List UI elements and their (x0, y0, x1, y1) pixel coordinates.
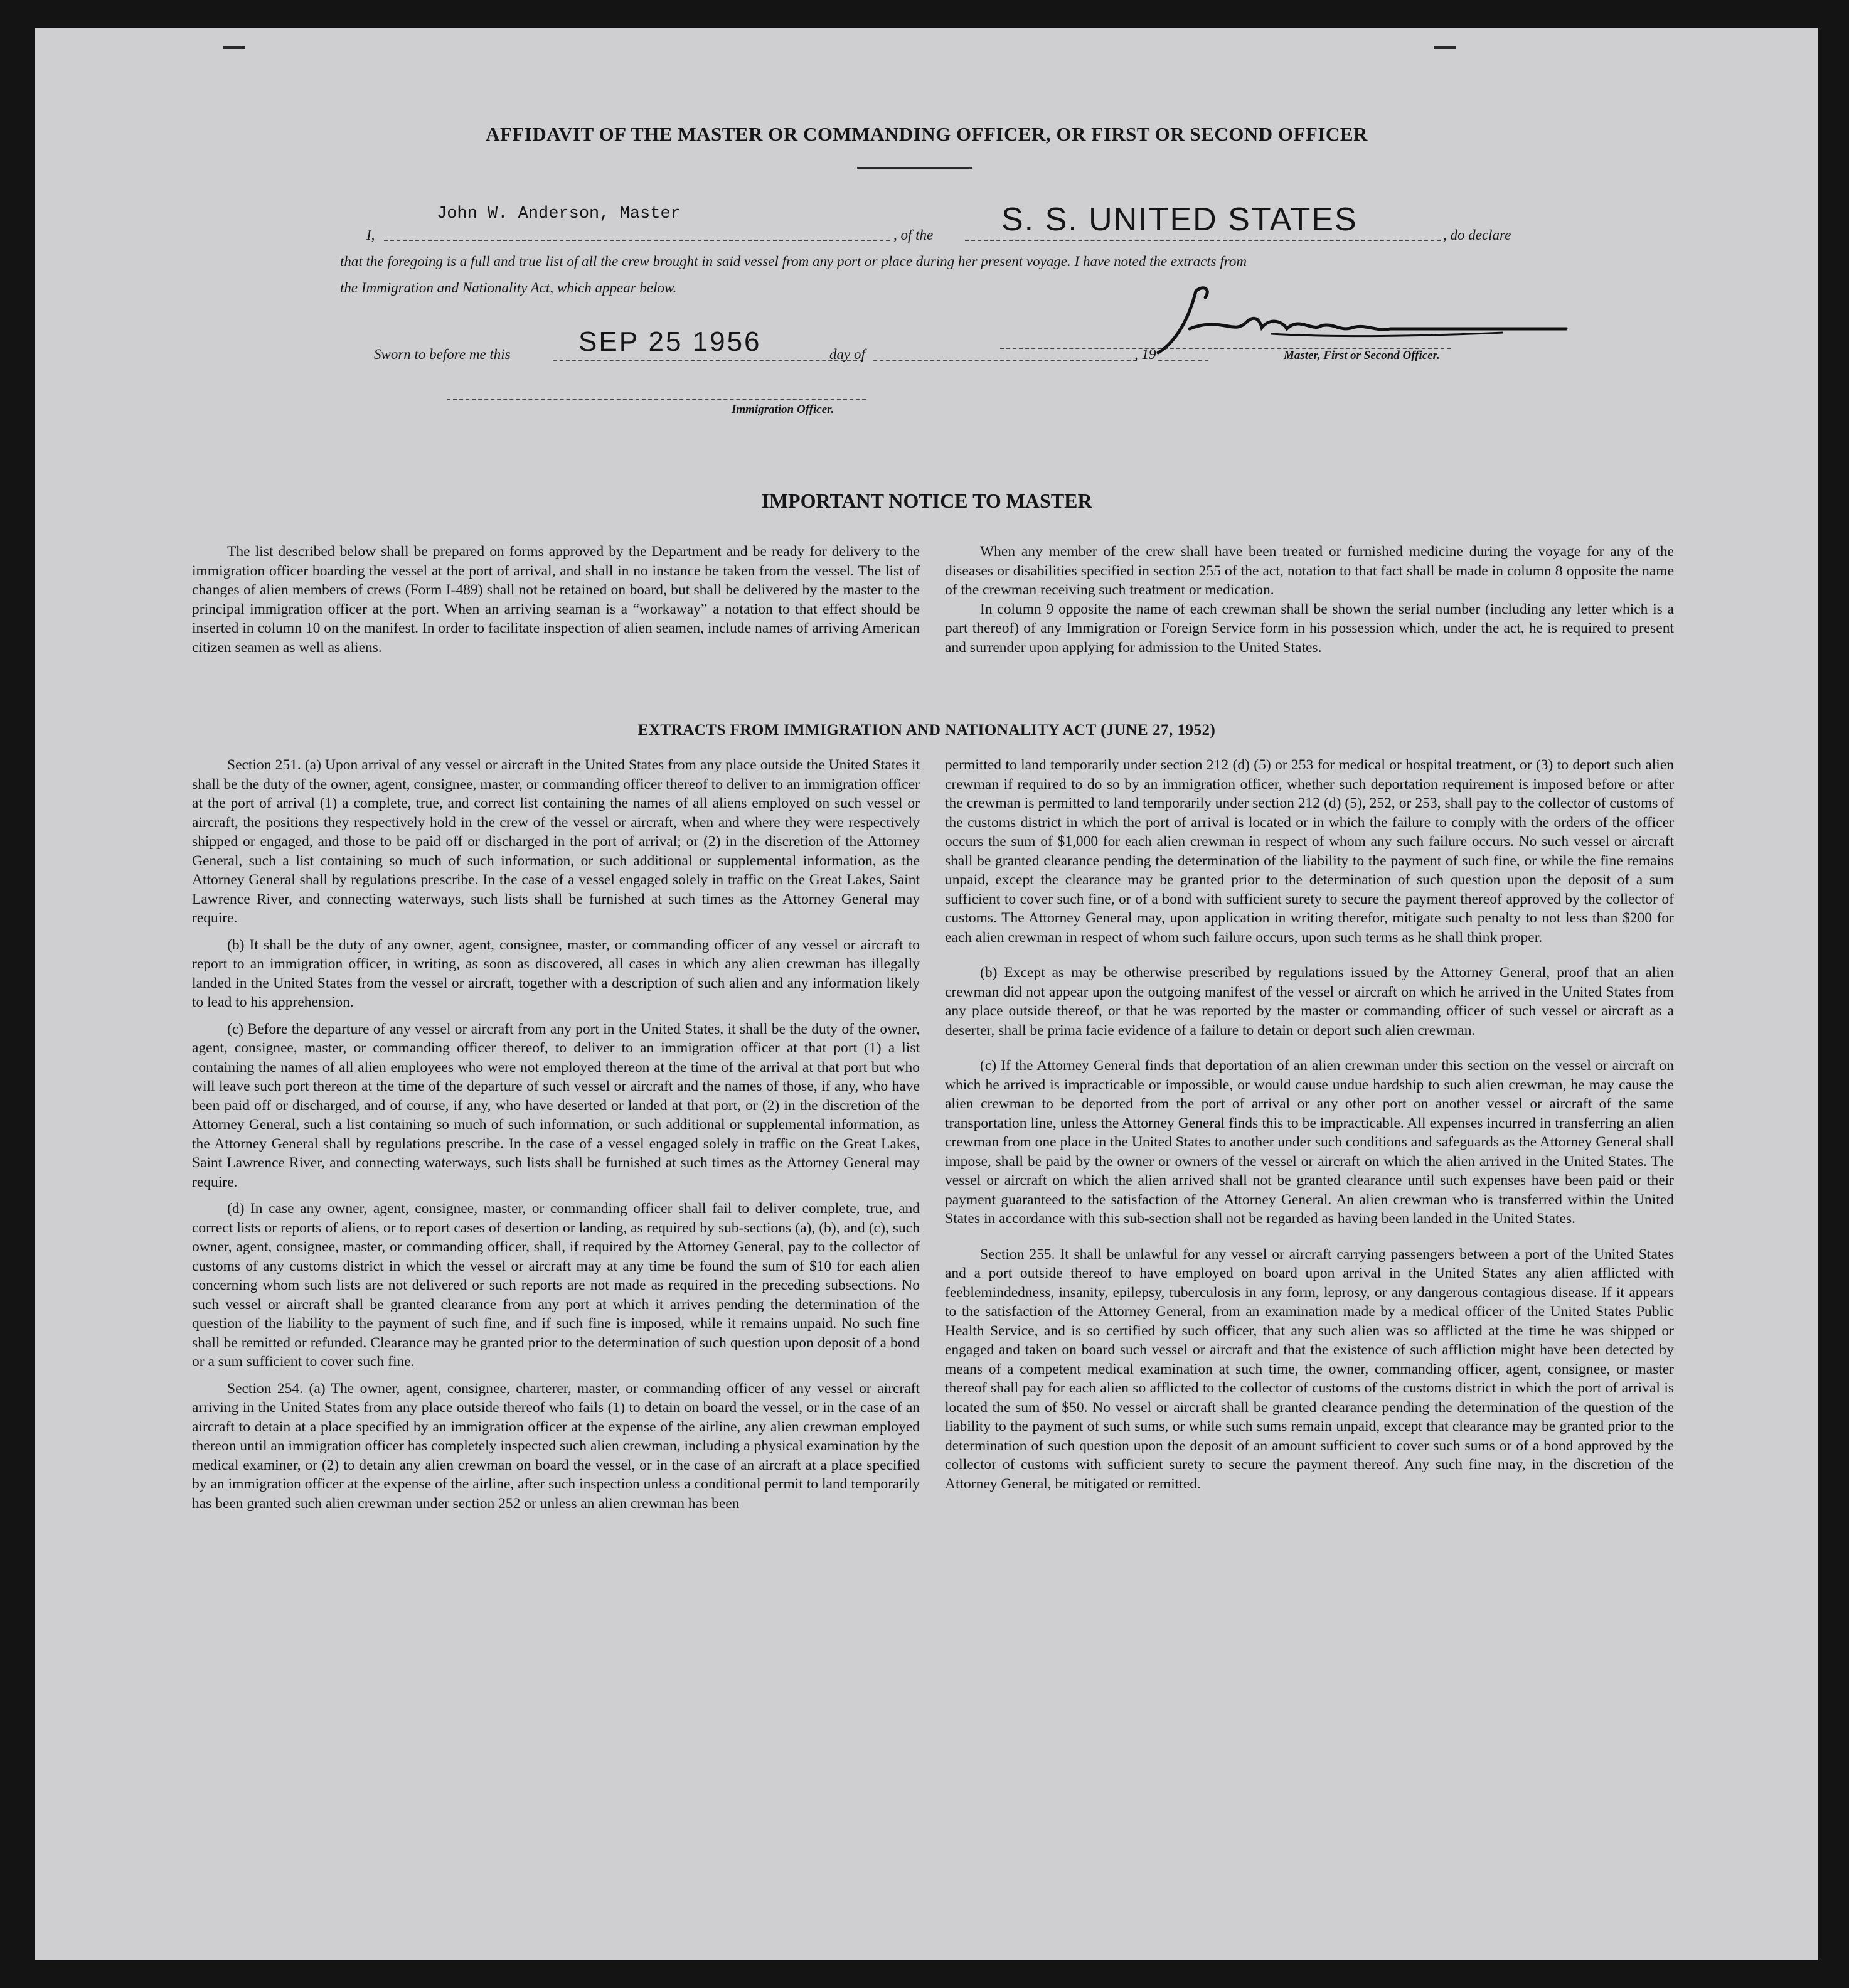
section-254-c: (c) If the Attorney General finds that deportation of an alien crewman under this section on the vessel or aircraft on which he arrived is impracticable or impossible, or would cause undue hardship to such alien crewman, he may cause the alien crewman to be deported from the port of arrival or any other port on another vessel or aircraft of the same transportation line, unless the Attorney General finds this to be impracticable. All expenses incurred in transferring an alien crewman from one place in the United States to another under such conditions and safeguards as the Attorney General shall impose, shall be paid by the owner or owners of the vessel or aircraft on which the alien arrived in the United States. The vessel or aircraft on which the alien arrived shall not be granted clearance until such expenses have been paid or their payment guaranteed to the satisfaction of the Attorney General. An alien crewman who is transferred within the United States in accordance with this sub-section shall not be regarded as having been landed in the United States. (945, 1057, 1674, 1227)
section-251-b: (b) It shall be the duty of any owner, agent, consignee, master, or commanding officer of any vessel or aircraft to report to an immigration officer, in writing, as soon as discovered, all cases in which any alien crewman has illegally landed in the United States from the vessel or aircraft, together with a description of such alien and any information likely to lead to his apprehension. (192, 936, 920, 1010)
corner-mark-left (223, 46, 245, 49)
extracts-right-column (945, 756, 1674, 1501)
sworn-date-line (553, 360, 863, 361)
declaration-line-2: the Immigration and Nationality Act, which appear below. (340, 280, 677, 296)
year-prefix: , 19 (1134, 346, 1156, 362)
extracts-title: EXTRACTS FROM IMMIGRATION AND NATIONALITY ACT (JUNE 27, 1952) (637, 722, 1216, 739)
signer-title: Master, First or Second Officer. (1284, 349, 1440, 362)
master-name: John W. Anderson, Master (437, 205, 681, 223)
section-251-c: (c) Before the departure of any vessel or aircraft from any port in the United States, it shall be the duty of the owner, agent, consignee, master, or commanding officer thereof, to deliver to an immigration officer at that port (1) a list containing the names of all alien employees who were not employed thereon at the time of the arrival at that port but who will leave such port thereon at the time of the departure of such vessel or aircraft and the names of those, if any, who have been paid off or discharged, and of course, if any, who have deserted or landed at that port, or (2) in the discretion of the Attorney General, such a list containing so much of such information, or such additional or supplemental information, as the Attorney General shall by regulations prescribe. In the case of a vessel engaged solely in traffic on the Great Lakes, Saint Lawrence River, and connecting waterways, such lists shall be furnished at such times as the Attorney General may require. (192, 1020, 920, 1190)
i-label: I, (366, 227, 375, 243)
notice-left-column (192, 542, 920, 665)
section-254-a-cont: permitted to land temporarily under section 212 (d) (5) or 253 for medical or hospital treatment, or (3) to deport such alien crewman if required to do so by an immigration officer, whether such deportation requirement is imposed before or after the crewman is permitted to land temporarily under section 212 (d) (5), 252, or 253, shall pay to the collector of customs of the customs district in which the port of arrival is located or in which the failure to comply with the orders of the officer occurs the sum of $1,000 for each alien crewman in respect of whom any such failure occurs. No such vessel or aircraft shall be granted clearance pending the determination of the liability to the payment of such fine, or while the fine remains unpaid, except the clearance may be granted prior to the determination of such question upon the deposit of a sum sufficient to cover such fine, or of a bond with sufficient surety to secure the payment thereof approved by the collector of customs. The Attorney General may, upon application in writing therefor, mitigate such penalty to not less than $200 for each alien crewman in respect of whom such failure occurs, upon such terms as he shall think proper. (945, 757, 1674, 946)
officer-label: Immigration Officer. (732, 403, 834, 416)
extracts-left-column (192, 756, 920, 1520)
of-the-label: , of the (893, 227, 934, 243)
document-page (35, 28, 1818, 1960)
notice-right-text-1: When any member of the crew shall have been treated or furnished medicine during the voyage for any of the diseases or disabilities specified in section 255 of the act, notation to that fact shall be made in column 8 opposite the name of the crewman receiving such treatment or medication. (945, 543, 1674, 598)
do-declare-label: , do declare (1443, 227, 1511, 243)
notice-title: IMPORTANT NOTICE TO MASTER (761, 489, 1092, 512)
vessel-line (965, 240, 1441, 241)
declaration-line-1: that the foregoing is a full and true list of all the crew brought in said vessel from any port or place during her present voyage. I have noted the extracts from (340, 254, 1247, 269)
section-255: Section 255. It shall be unlawful for any vessel or aircraft carrying passengers between a port of the United States and a port outside thereof to have employed on board upon arrival in the United States any alien afflicted with feeblemindedness, insanity, epilepsy, tuberculosis in any form, leprosy, or any dangerous contagious disease. If it appears to the satisfaction of the Attorney General, from an examination made by a medical officer of the United States Public Health Service, and is so certified by such officer, that any such alien was so afflicted at the time he was shipped or engaged and taken on board such vessel or aircraft and that the existence of such affliction might have been detected by means of a competent medical examination at such time, the owner, commanding officer, agent, consignee, or master thereof shall pay for each alien so afflicted to the collector of customs of the customs district in which the port of arrival is located the sum of $50. No vessel or aircraft shall be granted clearance pending the determination of the question of the liability to the payment of such sums, or while such sums remain unpaid, except that clearance may be granted prior to the determination of such question upon the deposit of an amount sufficient to cover such sums or of a bond approved by the collector of customs with sufficient surety to secure the payment thereof. Any such fine may, in the discretion of the Attorney General, be mitigated or remitted. (945, 1246, 1674, 1492)
notice-right-text-2: In column 9 opposite the name of each crewman shall be shown the serial number (including any letter which is a part thereof) of any Immigration or Foreign Service form in his possession which, under the act, he is required to present and surrender upon applying for admission to the United States. (945, 601, 1674, 656)
notice-right-column (945, 542, 1674, 665)
sworn-label: Sworn to before me this (374, 346, 511, 362)
section-254-b: (b) Except as may be otherwise prescribed by regulations issued by the Attorney General, proof that an alien crewman did not appear upon the outgoing manifest of the vessel or aircraft on which he arrived in the United States from any place outside thereof, or that he was reported by the master or commanding officer of such vessel or aircraft as a deserter, shall be prima facie evidence of a failure to detain or deport such alien crewman. (945, 965, 1674, 1039)
section-251-d: (d) In case any owner, agent, consignee, master, or commanding officer shall fail to deliver complete, true, and correct lists or reports of aliens, or to report cases of desertion or landing, as required by sub-sections (a), (b), and (c), such owner, agent, consignee, master, or commanding officer, shall, if required by the Attorney General, pay to the collector of customs of any customs district in which the vessel or aircraft may at any time be found the sum of $10 for each alien concerning whom such lists are not delivered or such reports are not made as required in the preceding subsections. No such vessel or aircraft shall be granted clearance from any port at which it arrives pending the determination of the question of the liability to the payment of such fine, and if such fine is imposed, while it remains unpaid. No such fine shall be remitted or refunded. Clearance may be granted prior to the determination of such question upon deposit of a bond or a sum sufficient to cover such fine. (192, 1200, 920, 1370)
day-of-label: day of (829, 346, 865, 362)
corner-mark-right (1434, 46, 1456, 49)
year-line (1158, 360, 1208, 361)
notice-left-text: The list described below shall be prepared on forms approved by the Department and be ready for delivery to the immigration officer boarding the vessel at the port of arrival, and shall in no instance be taken from the vessel. The list of changes of alien members of crews (Form I-489) shall not be retained on board, but shall be delivered by the master to the principal immigration officer at the port. When an arriving seaman is a “workaway” a notation to that effect should be inserted in column 10 on the manifest. In order to facilitate inspection of alien seamen, include names of arriving American citizen seamen as well as aliens. (192, 543, 920, 656)
name-line (384, 240, 890, 241)
vessel-stamp: S. S. UNITED STATES (1001, 201, 1358, 238)
section-254-a: Section 254. (a) The owner, agent, consignee, charterer, master, or commanding officer of any vessel or aircraft arriving in the United States from any place outside thereof who fails (1) to detain on board the vessel, or in the case of an aircraft to detain at a place specified by an immigration officer at the expense of the airline, any alien crewman employed thereon until an immigration officer has completely inspected such alien crewman, including a physical examination by the medical examiner, or (2) to detain any alien crewman on board the vessel, or in the case of an aircraft at a place specified by an immigration officer at the expense of the airline, after such inspection unless a conditional permit to land temporarily has been granted such alien crewman under section 252 or unless an alien crewman has been (192, 1380, 920, 1512)
section-251-a: Section 251. (a) Upon arrival of any vessel or aircraft in the United States from any place outside the United States it shall be the duty of the owner, agent, consignee, master, or commanding officer thereof to deliver to an immigration officer at the port of arrival (1) a complete, true, and correct list containing the names of all aliens employed on such vessel or aircraft, the positions they respectively hold in the crew of the vessel or aircraft, when and where they were respectively shipped or engaged, and those to be paid off or discharged in the port of arrival; or (2) in the discretion of the Attorney General, such a list containing so much of such information, or such additional or supplemental information, as the Attorney General shall by regulations prescribe. In the case of a vessel engaged solely in traffic on the Great Lakes, Saint Lawrence River, and connecting waterways, such lists shall be furnished at such times as the Attorney General may require. (192, 757, 920, 926)
officer-signature-line (447, 399, 866, 400)
affidavit-title: AFFIDAVIT OF THE MASTER OR COMMANDING OFFICER, OR FIRST OR SECOND OFFICER (486, 123, 1368, 145)
date-stamp: SEP 25 1956 (578, 326, 762, 357)
month-line (873, 360, 1137, 361)
title-rule (857, 167, 972, 169)
